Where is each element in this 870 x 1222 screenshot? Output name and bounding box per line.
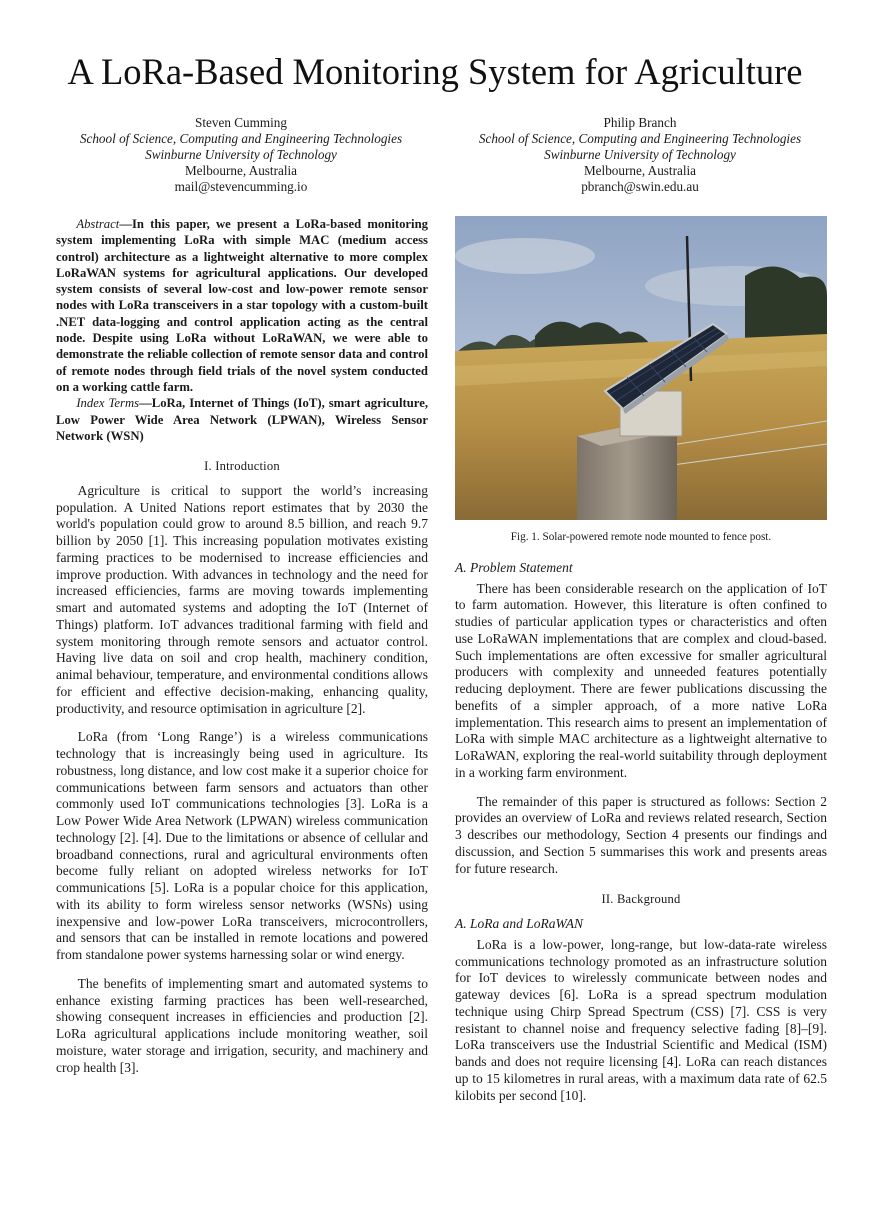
paragraph: Agriculture is critical to support the world’s increasing population. A United Nations report estimates that by 2030 the world's population could grow to around 8.5 billion, and reach 9.7 billion by 2050 [1]. This increasing population motivates existing farming practices to be modernised to increase efficiencies and improve production. With advances in technology and the need for increased efficiencies, farms are moving towards implementing smart and automated systems and adopting the IoT (Internet of Things) platform. IoT advances traditional farming with field and system monitoring through remote sensors and actuator control. Having live data on soil and crop health, machinery condition, animal behaviour, temperature, and environmental conditions allows for efficient and effective decision-making, enhancing quality, productivity, and resource optimisation in agriculture [2]. bbox=[56, 482, 428, 716]
author-name: Steven Cumming bbox=[195, 115, 287, 130]
author-school: School of Science, Computing and Engineering Technologies bbox=[79, 131, 403, 146]
author-email: pbranch@swin.edu.au bbox=[581, 179, 699, 194]
figure-caption: Fig. 1. Solar-powered remote node mounted to fence post. bbox=[510, 531, 772, 543]
section-heading-background: II. Background bbox=[601, 892, 681, 907]
left-column bbox=[56, 216, 428, 1076]
paragraph: LoRa (from ‘Long Range’) is a wireless communications technology that is increasingly being used in agriculture. Its robustness, long distance, and low cost make it a superior choice for communications between farm sensors and actuators than other commonly used IoT communications technologies [3]. LoRa is a Low Power Wide Area Network (LPWAN) wireless communication technology [2]. [4]. Due to the limitations or absence of cellular and broadband connections, rural and agricultural environments often become fully reliant on adopted wireless networks for IoT communications [5]. LoRa is a popular choice for this application, with its ability to form wireless sensor networks (WSNs) using inexpensive and low-power LoRa transceivers, microcontrollers, and sensors that can be installed in remote locations and powered from standalone power systems harnessing solar or wind energy. bbox=[56, 729, 428, 963]
paper-title: A LoRa-Based Monitoring System for Agriculture bbox=[67, 51, 803, 92]
author-school: School of Science, Computing and Engineering Technologies bbox=[478, 131, 802, 146]
author-university: Swinburne University of Technology bbox=[544, 147, 736, 162]
author-location: Melbourne, Australia bbox=[583, 163, 697, 178]
abstract bbox=[56, 216, 428, 395]
author-email: mail@stevencumming.io bbox=[174, 179, 308, 194]
subsection-heading-lora: A. LoRa and LoRaWAN bbox=[455, 916, 584, 931]
paragraph: The remainder of this paper is structured as follows: Section 2 provides an overview of LoRa and reviews related research, Section 3 describes our methodology, Section 4 presents our findings and discussion, and Section 5 summarises this work and presents areas for future research. bbox=[455, 793, 827, 876]
paragraph: The benefits of implementing smart and automated systems to enhance existing farming practices has been well-researched, showing consequent increases in efficiencies and production [2]. LoRa agricultural applications include monitoring weather, soil moisture, water storage and irrigation, security, and machinery and crop health [3]. bbox=[56, 975, 428, 1075]
section-heading-introduction: I. Introduction bbox=[204, 459, 280, 474]
author-location: Melbourne, Australia bbox=[184, 163, 298, 178]
abstract-text: —In this paper, we present a LoRa-based monitoring system implementing LoRa with simple MAC (medium access control) architecture as a lightweight alternative to more complex LoRaWAN systems for agricultural applications. Our developed system consists of several low-cost and low-power remote sensor nodes with LoRa transceivers in a star topology with a custom-built .NET data-logging and control application acting as the central node. Despite using LoRa without LoRaWAN, we were able to demonstrate the reliable collection of remote sensor data and control of remote nodes through field trials of the novel system conducted on a working cattle farm. bbox=[56, 217, 428, 394]
solar-node-photo-image bbox=[455, 216, 827, 520]
author-university: Swinburne University of Technology bbox=[145, 147, 337, 162]
author-name: Philip Branch bbox=[603, 115, 677, 130]
author-block-1 bbox=[46, 115, 436, 195]
index-terms bbox=[56, 395, 428, 444]
paragraph: There has been considerable research on the application of IoT to farm automation. However, this literature is often confined to studies of particular application types or characteristics and often use LoRaWAN implementations that are complex and cloud-based. Such implementations are often excessive for smaller agricultural producers with complexity and unneeded features potentially reducing deployment. There are fewer publications discussing the benefits of a simpler approach, of a more native LoRa implementation. This research aims to present an implementation of LoRa with simple MAC architecture as a lightweight alternative to LoRaWAN, exploring the real-world suitability through deployment in a working farm environment. bbox=[455, 580, 827, 780]
index-terms-text: —LoRa, Internet of Things (IoT), smart agriculture, Low Power Wide Area Network (LPWAN), Wireless Sensor Network (WSN) bbox=[56, 396, 429, 443]
abstract-label: Abstract bbox=[76, 217, 120, 231]
subsection-heading-problem-statement: A. Problem Statement bbox=[455, 559, 573, 575]
right-column bbox=[455, 216, 827, 1104]
paragraph: LoRa is a low-power, long-range, but low-data-rate wireless communications technology promoted as an infrastructure solution for IoT devices to wirelessly communicate between nodes and gateway devices [6]. LoRa is a spread spectrum modulation technique using Chirp Spread Spectrum (CSS) [7]. CSS is very resistant to channel noise and frequency selective fading [8]–[9]. LoRa transceivers use the Industrial Scientific and Medical (ISM) bands and does not require licensing [4]. LoRa can reach distances up to 15 kilometres in rural areas, with a maximum data rate of 62.5 kilobits per second [10]. bbox=[455, 936, 827, 1103]
figure-solar-node-photo bbox=[455, 216, 827, 520]
author-block-2 bbox=[445, 115, 835, 195]
index-terms-label: Index Terms bbox=[76, 396, 140, 411]
